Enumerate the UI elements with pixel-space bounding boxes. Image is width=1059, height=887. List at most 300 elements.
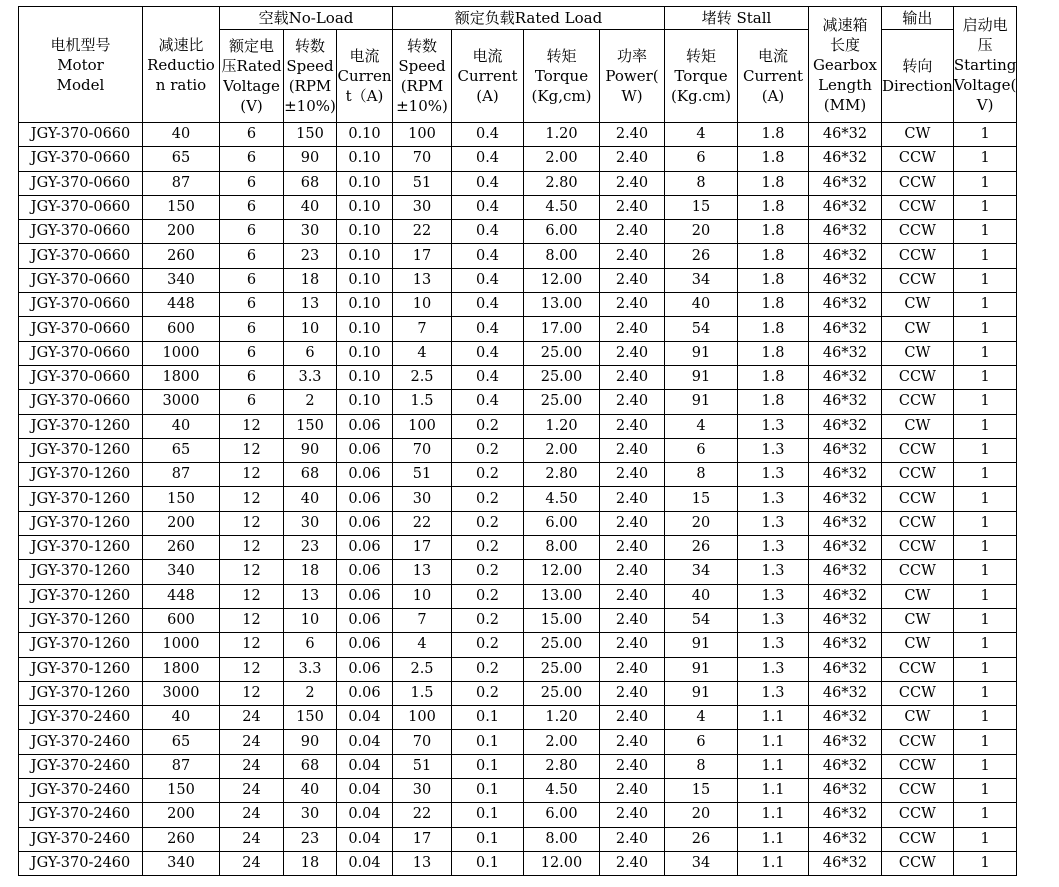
table-row [19, 123, 1017, 147]
cell-nl-current: 0.10 [337, 293, 393, 317]
cell-stall-current: 1.8 [738, 123, 809, 147]
cell-rl-speed: 17 [393, 536, 452, 560]
cell-gearbox-length: 46*32 [809, 608, 882, 632]
cell-rl-power: 2.40 [600, 438, 665, 462]
table-row [19, 414, 1017, 438]
cell-rl-power: 2.40 [600, 706, 665, 730]
cell-rl-torque: 4.50 [524, 779, 600, 803]
cell-direction: CW [882, 123, 954, 147]
cell-nl-speed: 23 [284, 244, 337, 268]
cell-reduction-ratio: 200 [143, 803, 220, 827]
cell-rl-current: 0.2 [452, 608, 524, 632]
cell-starting-voltage: 1 [953, 171, 1017, 195]
cell-rl-power: 2.40 [600, 268, 665, 292]
cell-starting-voltage: 1 [953, 317, 1017, 341]
header-direction: 转向 Direction [882, 30, 954, 123]
cell-rl-current: 0.1 [452, 754, 524, 778]
cell-rl-torque: 15.00 [524, 608, 600, 632]
cell-nl-current: 0.06 [337, 511, 393, 535]
cell-stall-current: 1.3 [738, 463, 809, 487]
cell-reduction-ratio: 87 [143, 171, 220, 195]
cell-nl-speed: 18 [284, 560, 337, 584]
cell-gearbox-length: 46*32 [809, 293, 882, 317]
cell-rl-torque: 25.00 [524, 633, 600, 657]
cell-nl-speed: 150 [284, 706, 337, 730]
cell-motor-model: JGY-370-2460 [19, 754, 143, 778]
cell-rl-power: 2.40 [600, 123, 665, 147]
cell-starting-voltage: 1 [953, 681, 1017, 705]
cell-reduction-ratio: 340 [143, 560, 220, 584]
cell-starting-voltage: 1 [953, 657, 1017, 681]
cell-starting-voltage: 1 [953, 827, 1017, 851]
cell-nl-voltage: 12 [220, 487, 284, 511]
cell-stall-torque: 91 [665, 633, 738, 657]
cell-nl-voltage: 12 [220, 584, 284, 608]
cell-stall-torque: 91 [665, 657, 738, 681]
cell-starting-voltage: 1 [953, 390, 1017, 414]
cell-nl-voltage: 6 [220, 293, 284, 317]
cell-direction: CCW [882, 487, 954, 511]
cell-motor-model: JGY-370-0660 [19, 195, 143, 219]
cell-starting-voltage: 1 [953, 365, 1017, 389]
cell-rl-speed: 4 [393, 633, 452, 657]
cell-stall-torque: 26 [665, 536, 738, 560]
cell-rl-power: 2.40 [600, 803, 665, 827]
cell-rl-current: 0.2 [452, 438, 524, 462]
cell-rl-speed: 70 [393, 438, 452, 462]
motor-spec-table [18, 6, 1017, 876]
cell-reduction-ratio: 448 [143, 293, 220, 317]
cell-stall-torque: 54 [665, 608, 738, 632]
cell-nl-current: 0.06 [337, 438, 393, 462]
cell-starting-voltage: 1 [953, 195, 1017, 219]
cell-rl-current: 0.1 [452, 803, 524, 827]
cell-motor-model: JGY-370-1260 [19, 463, 143, 487]
cell-rl-current: 0.1 [452, 730, 524, 754]
cell-rl-speed: 22 [393, 220, 452, 244]
cell-nl-speed: 10 [284, 317, 337, 341]
cell-gearbox-length: 46*32 [809, 681, 882, 705]
cell-motor-model: JGY-370-1260 [19, 681, 143, 705]
cell-rl-power: 2.40 [600, 511, 665, 535]
cell-stall-torque: 6 [665, 730, 738, 754]
cell-stall-current: 1.1 [738, 754, 809, 778]
cell-rl-speed: 30 [393, 487, 452, 511]
cell-motor-model: JGY-370-2460 [19, 779, 143, 803]
cell-rl-current: 0.4 [452, 220, 524, 244]
cell-rl-power: 2.40 [600, 730, 665, 754]
cell-stall-current: 1.3 [738, 438, 809, 462]
cell-stall-current: 1.8 [738, 244, 809, 268]
cell-stall-current: 1.3 [738, 560, 809, 584]
cell-reduction-ratio: 150 [143, 779, 220, 803]
cell-motor-model: JGY-370-0660 [19, 317, 143, 341]
header-gearbox-length: 减速箱 长度 Gearbox Length (MM) [809, 7, 882, 123]
cell-stall-current: 1.3 [738, 657, 809, 681]
cell-rl-power: 2.40 [600, 608, 665, 632]
table-row [19, 317, 1017, 341]
cell-nl-voltage: 12 [220, 511, 284, 535]
cell-starting-voltage: 1 [953, 463, 1017, 487]
cell-rl-speed: 7 [393, 317, 452, 341]
cell-rl-power: 2.40 [600, 244, 665, 268]
cell-direction: CCW [882, 560, 954, 584]
cell-stall-current: 1.8 [738, 268, 809, 292]
cell-direction: CCW [882, 244, 954, 268]
cell-rl-speed: 70 [393, 147, 452, 171]
cell-rl-speed: 13 [393, 560, 452, 584]
cell-nl-voltage: 12 [220, 414, 284, 438]
table-row [19, 365, 1017, 389]
cell-rl-power: 2.40 [600, 171, 665, 195]
cell-stall-torque: 4 [665, 414, 738, 438]
cell-motor-model: JGY-370-2460 [19, 706, 143, 730]
cell-nl-current: 0.06 [337, 414, 393, 438]
table-row [19, 487, 1017, 511]
cell-gearbox-length: 46*32 [809, 827, 882, 851]
cell-direction: CW [882, 706, 954, 730]
cell-stall-current: 1.3 [738, 536, 809, 560]
cell-reduction-ratio: 1800 [143, 657, 220, 681]
cell-nl-speed: 2 [284, 390, 337, 414]
cell-rl-power: 2.40 [600, 220, 665, 244]
cell-motor-model: JGY-370-1260 [19, 584, 143, 608]
cell-rl-power: 2.40 [600, 560, 665, 584]
cell-nl-current: 0.04 [337, 827, 393, 851]
cell-nl-current: 0.10 [337, 390, 393, 414]
cell-reduction-ratio: 260 [143, 244, 220, 268]
cell-nl-speed: 40 [284, 779, 337, 803]
cell-starting-voltage: 1 [953, 293, 1017, 317]
cell-gearbox-length: 46*32 [809, 487, 882, 511]
cell-direction: CCW [882, 730, 954, 754]
cell-gearbox-length: 46*32 [809, 171, 882, 195]
cell-rl-torque: 12.00 [524, 851, 600, 875]
cell-stall-current: 1.3 [738, 511, 809, 535]
cell-starting-voltage: 1 [953, 779, 1017, 803]
cell-rl-current: 0.4 [452, 171, 524, 195]
cell-nl-voltage: 6 [220, 171, 284, 195]
header-rl-power: 功率 Power( W) [600, 30, 665, 123]
cell-gearbox-length: 46*32 [809, 754, 882, 778]
cell-nl-speed: 13 [284, 584, 337, 608]
cell-nl-speed: 6 [284, 633, 337, 657]
cell-direction: CCW [882, 681, 954, 705]
cell-nl-speed: 30 [284, 803, 337, 827]
cell-direction: CCW [882, 851, 954, 875]
cell-direction: CCW [882, 220, 954, 244]
cell-stall-torque: 91 [665, 390, 738, 414]
cell-gearbox-length: 46*32 [809, 123, 882, 147]
cell-stall-torque: 54 [665, 317, 738, 341]
cell-nl-current: 0.04 [337, 706, 393, 730]
cell-nl-voltage: 6 [220, 244, 284, 268]
cell-nl-current: 0.10 [337, 268, 393, 292]
cell-motor-model: JGY-370-1260 [19, 633, 143, 657]
cell-stall-torque: 20 [665, 220, 738, 244]
cell-rl-speed: 1.5 [393, 681, 452, 705]
cell-rl-speed: 100 [393, 123, 452, 147]
cell-nl-voltage: 6 [220, 123, 284, 147]
cell-direction: CW [882, 584, 954, 608]
cell-stall-torque: 40 [665, 584, 738, 608]
cell-rl-torque: 12.00 [524, 560, 600, 584]
cell-starting-voltage: 1 [953, 511, 1017, 535]
cell-starting-voltage: 1 [953, 730, 1017, 754]
cell-direction: CCW [882, 195, 954, 219]
cell-rl-torque: 8.00 [524, 536, 600, 560]
header-nl-voltage: 额定电 压Rated Voltage (V) [220, 30, 284, 123]
cell-gearbox-length: 46*32 [809, 390, 882, 414]
header-rl-current: 电流 Current (A) [452, 30, 524, 123]
cell-nl-voltage: 24 [220, 779, 284, 803]
cell-stall-torque: 91 [665, 365, 738, 389]
cell-rl-power: 2.40 [600, 487, 665, 511]
cell-motor-model: JGY-370-1260 [19, 438, 143, 462]
cell-nl-current: 0.04 [337, 803, 393, 827]
spec-sheet [18, 6, 1017, 876]
cell-nl-voltage: 12 [220, 536, 284, 560]
table-row [19, 803, 1017, 827]
cell-nl-current: 0.06 [337, 633, 393, 657]
cell-nl-current: 0.10 [337, 365, 393, 389]
cell-direction: CCW [882, 779, 954, 803]
cell-direction: CCW [882, 827, 954, 851]
cell-stall-current: 1.3 [738, 681, 809, 705]
cell-gearbox-length: 46*32 [809, 706, 882, 730]
cell-rl-power: 2.40 [600, 536, 665, 560]
cell-starting-voltage: 1 [953, 608, 1017, 632]
cell-stall-torque: 4 [665, 123, 738, 147]
cell-motor-model: JGY-370-1260 [19, 487, 143, 511]
table-row [19, 536, 1017, 560]
table-row [19, 390, 1017, 414]
cell-starting-voltage: 1 [953, 851, 1017, 875]
cell-rl-current: 0.4 [452, 123, 524, 147]
cell-motor-model: JGY-370-0660 [19, 220, 143, 244]
cell-nl-voltage: 6 [220, 390, 284, 414]
table-row [19, 220, 1017, 244]
header-stall-current: 电流 Current (A) [738, 30, 809, 123]
cell-rl-torque: 25.00 [524, 681, 600, 705]
cell-rl-speed: 10 [393, 293, 452, 317]
cell-nl-voltage: 12 [220, 463, 284, 487]
cell-nl-speed: 68 [284, 754, 337, 778]
cell-nl-current: 0.06 [337, 681, 393, 705]
cell-rl-torque: 13.00 [524, 293, 600, 317]
cell-rl-speed: 10 [393, 584, 452, 608]
cell-rl-power: 2.40 [600, 390, 665, 414]
cell-stall-torque: 26 [665, 244, 738, 268]
cell-stall-torque: 34 [665, 560, 738, 584]
table-header [19, 7, 1017, 123]
cell-nl-current: 0.04 [337, 730, 393, 754]
cell-rl-speed: 7 [393, 608, 452, 632]
cell-stall-torque: 6 [665, 147, 738, 171]
cell-gearbox-length: 46*32 [809, 365, 882, 389]
cell-nl-current: 0.10 [337, 220, 393, 244]
cell-stall-torque: 20 [665, 511, 738, 535]
cell-nl-speed: 90 [284, 438, 337, 462]
cell-direction: CW [882, 633, 954, 657]
cell-nl-current: 0.04 [337, 851, 393, 875]
header-nl-speed: 转数 Speed (RPM ±10%) [284, 30, 337, 123]
cell-nl-speed: 30 [284, 220, 337, 244]
cell-motor-model: JGY-370-0660 [19, 268, 143, 292]
cell-reduction-ratio: 65 [143, 730, 220, 754]
cell-rl-current: 0.4 [452, 317, 524, 341]
cell-stall-current: 1.8 [738, 171, 809, 195]
cell-nl-current: 0.06 [337, 560, 393, 584]
cell-nl-speed: 150 [284, 123, 337, 147]
table-row [19, 584, 1017, 608]
cell-stall-current: 1.1 [738, 730, 809, 754]
cell-nl-current: 0.10 [337, 171, 393, 195]
cell-nl-voltage: 6 [220, 147, 284, 171]
cell-rl-speed: 51 [393, 754, 452, 778]
cell-reduction-ratio: 40 [143, 706, 220, 730]
cell-direction: CCW [882, 438, 954, 462]
cell-rl-power: 2.40 [600, 633, 665, 657]
cell-nl-current: 0.04 [337, 754, 393, 778]
cell-nl-voltage: 24 [220, 827, 284, 851]
cell-rl-current: 0.1 [452, 851, 524, 875]
cell-rl-speed: 30 [393, 779, 452, 803]
cell-direction: CCW [882, 171, 954, 195]
cell-reduction-ratio: 3000 [143, 390, 220, 414]
cell-nl-speed: 68 [284, 171, 337, 195]
cell-rl-current: 0.4 [452, 365, 524, 389]
cell-direction: CCW [882, 390, 954, 414]
cell-starting-voltage: 1 [953, 123, 1017, 147]
cell-rl-speed: 1.5 [393, 390, 452, 414]
cell-gearbox-length: 46*32 [809, 438, 882, 462]
cell-direction: CCW [882, 147, 954, 171]
cell-stall-torque: 6 [665, 438, 738, 462]
cell-rl-torque: 6.00 [524, 803, 600, 827]
cell-nl-current: 0.06 [337, 536, 393, 560]
cell-rl-current: 0.4 [452, 293, 524, 317]
cell-nl-voltage: 12 [220, 438, 284, 462]
cell-rl-current: 0.4 [452, 341, 524, 365]
cell-reduction-ratio: 150 [143, 195, 220, 219]
cell-gearbox-length: 46*32 [809, 633, 882, 657]
cell-starting-voltage: 1 [953, 147, 1017, 171]
cell-stall-current: 1.3 [738, 584, 809, 608]
cell-nl-voltage: 6 [220, 317, 284, 341]
cell-nl-voltage: 12 [220, 681, 284, 705]
cell-rl-power: 2.40 [600, 681, 665, 705]
cell-rl-power: 2.40 [600, 584, 665, 608]
cell-stall-current: 1.8 [738, 220, 809, 244]
cell-rl-power: 2.40 [600, 293, 665, 317]
cell-nl-speed: 90 [284, 730, 337, 754]
cell-rl-speed: 100 [393, 414, 452, 438]
cell-rl-power: 2.40 [600, 147, 665, 171]
cell-starting-voltage: 1 [953, 244, 1017, 268]
cell-rl-power: 2.40 [600, 657, 665, 681]
header-stall-torque: 转矩 Torque (Kg.cm) [665, 30, 738, 123]
cell-gearbox-length: 46*32 [809, 851, 882, 875]
cell-stall-torque: 20 [665, 803, 738, 827]
cell-nl-speed: 150 [284, 414, 337, 438]
cell-nl-voltage: 6 [220, 268, 284, 292]
cell-gearbox-length: 46*32 [809, 220, 882, 244]
cell-stall-torque: 15 [665, 487, 738, 511]
cell-rl-speed: 17 [393, 827, 452, 851]
cell-direction: CCW [882, 511, 954, 535]
cell-rl-speed: 4 [393, 341, 452, 365]
cell-stall-torque: 40 [665, 293, 738, 317]
cell-motor-model: JGY-370-0660 [19, 390, 143, 414]
cell-rl-current: 0.1 [452, 706, 524, 730]
cell-nl-speed: 90 [284, 147, 337, 171]
cell-gearbox-length: 46*32 [809, 195, 882, 219]
cell-motor-model: JGY-370-1260 [19, 560, 143, 584]
table-row [19, 438, 1017, 462]
cell-nl-speed: 2 [284, 681, 337, 705]
cell-rl-current: 0.4 [452, 244, 524, 268]
cell-gearbox-length: 46*32 [809, 779, 882, 803]
cell-reduction-ratio: 40 [143, 414, 220, 438]
table-row [19, 851, 1017, 875]
cell-motor-model: JGY-370-0660 [19, 171, 143, 195]
cell-stall-torque: 26 [665, 827, 738, 851]
cell-nl-voltage: 6 [220, 220, 284, 244]
cell-nl-voltage: 12 [220, 560, 284, 584]
cell-direction: CCW [882, 365, 954, 389]
cell-stall-current: 1.3 [738, 414, 809, 438]
cell-nl-voltage: 24 [220, 706, 284, 730]
header-no-load: 空载No-Load [220, 7, 393, 30]
cell-stall-current: 1.8 [738, 195, 809, 219]
cell-starting-voltage: 1 [953, 633, 1017, 657]
cell-rl-power: 2.40 [600, 779, 665, 803]
cell-stall-torque: 8 [665, 171, 738, 195]
cell-rl-current: 0.2 [452, 414, 524, 438]
cell-reduction-ratio: 87 [143, 463, 220, 487]
cell-starting-voltage: 1 [953, 438, 1017, 462]
cell-reduction-ratio: 87 [143, 754, 220, 778]
cell-starting-voltage: 1 [953, 268, 1017, 292]
cell-starting-voltage: 1 [953, 414, 1017, 438]
cell-starting-voltage: 1 [953, 584, 1017, 608]
cell-rl-torque: 25.00 [524, 657, 600, 681]
cell-direction: CW [882, 414, 954, 438]
cell-reduction-ratio: 1000 [143, 341, 220, 365]
table-row [19, 511, 1017, 535]
cell-rl-current: 0.2 [452, 487, 524, 511]
cell-reduction-ratio: 340 [143, 268, 220, 292]
cell-rl-speed: 70 [393, 730, 452, 754]
cell-rl-torque: 2.00 [524, 147, 600, 171]
cell-starting-voltage: 1 [953, 560, 1017, 584]
cell-stall-current: 1.3 [738, 608, 809, 632]
cell-motor-model: JGY-370-1260 [19, 414, 143, 438]
cell-nl-current: 0.06 [337, 657, 393, 681]
cell-nl-voltage: 6 [220, 195, 284, 219]
header-output: 输出 [882, 7, 954, 30]
cell-reduction-ratio: 448 [143, 584, 220, 608]
cell-reduction-ratio: 1800 [143, 365, 220, 389]
cell-rl-power: 2.40 [600, 463, 665, 487]
cell-stall-current: 1.1 [738, 827, 809, 851]
cell-nl-current: 0.10 [337, 317, 393, 341]
cell-nl-speed: 13 [284, 293, 337, 317]
table-row [19, 633, 1017, 657]
cell-rl-torque: 25.00 [524, 390, 600, 414]
cell-rl-current: 0.2 [452, 536, 524, 560]
